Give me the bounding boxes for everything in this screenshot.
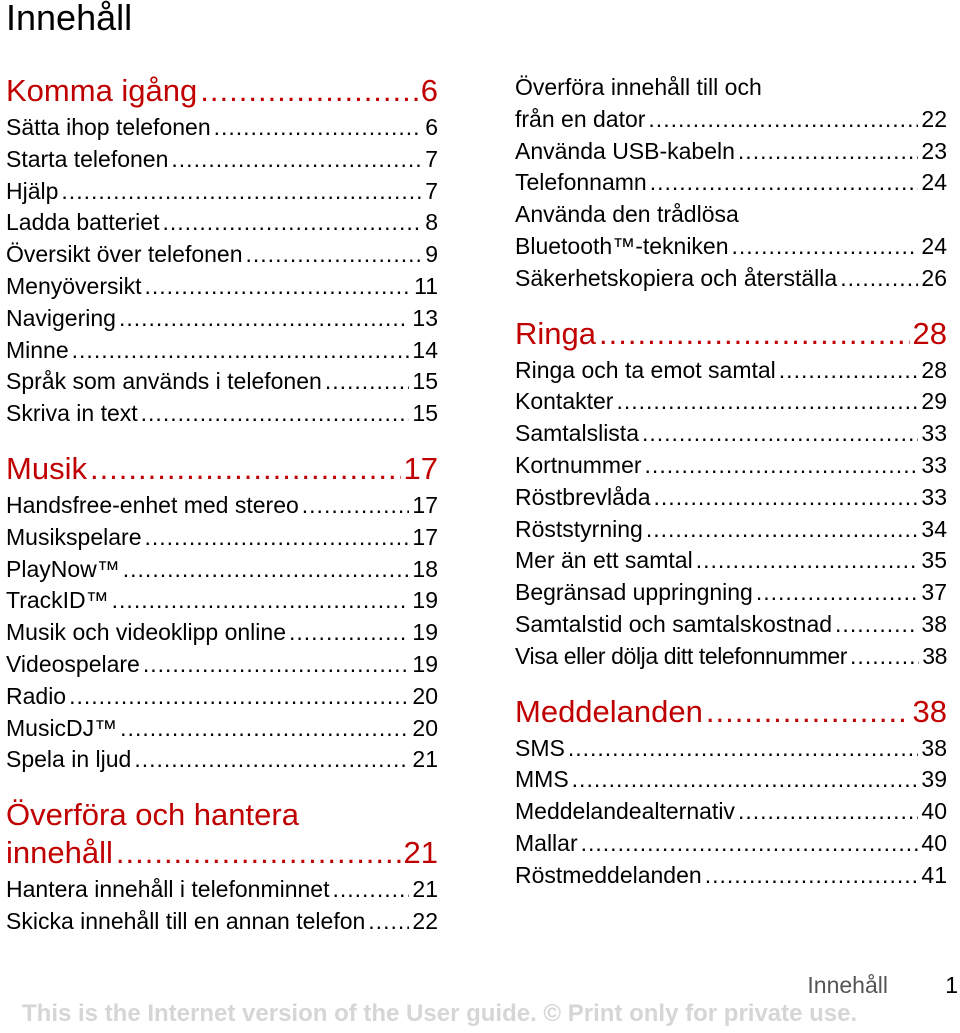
toc-entry-label: Samtalslista bbox=[515, 420, 639, 447]
toc-entry[interactable] bbox=[6, 239, 438, 271]
toc-entry[interactable] bbox=[6, 713, 438, 745]
toc-entry-line2 bbox=[515, 104, 947, 136]
toc-entry-page: 22 bbox=[412, 907, 438, 934]
toc-entry-page: 15 bbox=[412, 400, 438, 427]
toc-entry[interactable] bbox=[515, 418, 947, 450]
toc-section-komma-igang bbox=[6, 72, 438, 430]
leader-dots bbox=[90, 450, 401, 488]
toc-entry-page: 22 bbox=[921, 105, 947, 132]
toc-entry-page: 19 bbox=[412, 619, 438, 646]
toc-heading-page: 21 bbox=[403, 835, 438, 871]
toc-entry[interactable] bbox=[6, 207, 438, 239]
toc-entry[interactable] bbox=[515, 136, 947, 168]
toc-entry-label: Skicka innehåll till en annan telefon bbox=[6, 907, 366, 934]
leader-dots bbox=[835, 609, 918, 641]
toc-entry-page: 17 bbox=[412, 491, 438, 518]
toc-section-meddelanden bbox=[515, 693, 947, 892]
toc-entry-label: Musik och videoklipp online bbox=[6, 619, 286, 646]
toc-entry[interactable] bbox=[515, 764, 947, 796]
section-gap bbox=[515, 673, 947, 693]
toc-entry-label-line1: Använda den trådlösa bbox=[515, 201, 739, 228]
toc-entry-label: PlayNow™ bbox=[6, 555, 120, 582]
toc-heading-page: 6 bbox=[420, 73, 438, 108]
toc-entry-page: 39 bbox=[921, 766, 947, 793]
section-gap bbox=[515, 295, 947, 315]
leader-dots bbox=[325, 366, 410, 398]
toc-entry-label-line2: Bluetooth™-tekniken bbox=[515, 232, 729, 259]
toc-entry-label: Navigering bbox=[6, 304, 116, 331]
toc-entry-label: Minne bbox=[6, 336, 69, 363]
toc-entry-page: 40 bbox=[921, 798, 947, 825]
toc-entry-label: Ringa och ta emot samtal bbox=[515, 356, 776, 383]
toc-entry[interactable] bbox=[515, 641, 947, 673]
toc-entry-label: Mer än ett samtal bbox=[515, 547, 693, 574]
toc-entry[interactable] bbox=[6, 585, 438, 617]
toc-entry[interactable] bbox=[515, 386, 947, 418]
toc-section-overfora-continued bbox=[515, 72, 947, 295]
toc-entry[interactable] bbox=[515, 450, 947, 482]
toc-entry-label: Videospelare bbox=[6, 650, 140, 677]
leader-dots bbox=[738, 136, 918, 168]
toc-entry-page: 35 bbox=[921, 547, 947, 574]
toc-right-column bbox=[515, 72, 947, 892]
leader-dots bbox=[572, 764, 919, 796]
toc-entry-label: Musikspelare bbox=[6, 523, 142, 550]
toc-entry-page: 29 bbox=[921, 388, 947, 415]
toc-entry-page: 24 bbox=[921, 169, 947, 196]
leader-dots bbox=[289, 617, 409, 649]
toc-entry-page: 13 bbox=[412, 304, 438, 331]
toc-entry[interactable] bbox=[515, 828, 947, 860]
toc-entry-label: MMS bbox=[515, 766, 569, 793]
leader-dots bbox=[162, 207, 422, 239]
toc-heading[interactable] bbox=[6, 72, 438, 110]
leader-dots bbox=[732, 231, 919, 263]
toc-entry-label: Spela in ljud bbox=[6, 746, 132, 773]
toc-entry-page: 19 bbox=[412, 650, 438, 677]
toc-heading-line2 bbox=[6, 834, 438, 872]
toc-entry-line2 bbox=[515, 231, 947, 263]
toc-entry[interactable] bbox=[6, 490, 438, 522]
toc-entry-page: 33 bbox=[921, 483, 947, 510]
page-title: Innehåll bbox=[6, 0, 133, 38]
leader-dots bbox=[738, 796, 918, 828]
toc-entry-page: 26 bbox=[921, 264, 947, 291]
toc-entry-page: 33 bbox=[921, 451, 947, 478]
leader-dots bbox=[646, 514, 919, 546]
toc-heading-label: Meddelanden bbox=[515, 693, 703, 729]
toc-entry[interactable] bbox=[515, 860, 947, 892]
toc-entry[interactable] bbox=[6, 554, 438, 586]
leader-dots bbox=[332, 874, 409, 906]
toc-heading-page: 28 bbox=[912, 315, 947, 351]
toc-entry-label: Starta telefonen bbox=[6, 145, 169, 172]
toc-heading[interactable] bbox=[515, 693, 947, 731]
toc-section-musik bbox=[6, 450, 438, 776]
toc-section-overfora bbox=[6, 796, 438, 938]
leader-dots bbox=[705, 860, 919, 892]
toc-entry[interactable] bbox=[515, 733, 947, 765]
toc-entry[interactable] bbox=[6, 144, 438, 176]
leader-dots bbox=[246, 239, 423, 271]
toc-entry-page: 38 bbox=[922, 642, 947, 669]
leader-dots bbox=[756, 577, 919, 609]
leader-dots bbox=[599, 315, 910, 353]
toc-entry-label: Hjälp bbox=[6, 177, 59, 204]
leader-dots bbox=[61, 176, 422, 208]
toc-entry-label: Begränsad uppringning bbox=[515, 579, 753, 606]
leader-dots bbox=[69, 681, 409, 713]
toc-entry-page: 7 bbox=[425, 145, 438, 172]
leader-dots bbox=[648, 104, 918, 136]
toc-entry-page: 41 bbox=[921, 861, 947, 888]
toc-entry-page: 28 bbox=[921, 356, 947, 383]
toc-entry[interactable] bbox=[515, 355, 947, 387]
leader-dots bbox=[123, 554, 410, 586]
toc-entry[interactable] bbox=[6, 617, 438, 649]
leader-dots bbox=[616, 386, 918, 418]
toc-entry-label: Skriva in text bbox=[6, 400, 138, 427]
leader-dots bbox=[706, 693, 910, 731]
toc-entry[interactable] bbox=[515, 263, 947, 295]
toc-entry-label: Sätta ihop telefonen bbox=[6, 114, 211, 140]
toc-entry[interactable] bbox=[515, 577, 947, 609]
leader-dots bbox=[654, 482, 919, 514]
leader-dots bbox=[368, 906, 409, 938]
leader-dots bbox=[171, 144, 422, 176]
toc-heading-label-line2: innehåll bbox=[6, 835, 113, 871]
toc-entry-page: 15 bbox=[412, 368, 438, 395]
leader-dots bbox=[214, 112, 423, 144]
toc-entry-page: 38 bbox=[921, 734, 947, 761]
section-gap bbox=[6, 776, 438, 796]
leader-dots bbox=[143, 649, 410, 681]
toc-entry-page: 14 bbox=[412, 336, 438, 363]
leader-dots bbox=[141, 398, 410, 430]
toc-entry[interactable] bbox=[6, 744, 438, 776]
leader-dots bbox=[645, 450, 919, 482]
toc-heading[interactable] bbox=[6, 450, 438, 488]
toc-entry-page: 37 bbox=[921, 579, 947, 606]
toc-entry-label: Kortnummer bbox=[515, 451, 642, 478]
leader-dots bbox=[72, 335, 410, 367]
toc-entry[interactable] bbox=[515, 796, 947, 828]
toc-entry-label: Språk som används i telefonen bbox=[6, 368, 322, 395]
toc-entry[interactable] bbox=[6, 112, 438, 144]
toc-heading-page: 17 bbox=[403, 450, 438, 486]
toc-entry-page: 19 bbox=[412, 587, 438, 614]
toc-entry[interactable] bbox=[6, 874, 438, 906]
leader-dots bbox=[134, 744, 409, 776]
leader-dots bbox=[650, 167, 919, 199]
footer-watermark-note: This is the Internet version of the User guide. © Print only for private use. bbox=[22, 1000, 858, 1027]
leader-dots bbox=[779, 355, 919, 387]
toc-heading[interactable] bbox=[515, 315, 947, 353]
toc-entry-page: 7 bbox=[425, 177, 438, 204]
toc-entry[interactable] bbox=[515, 482, 947, 514]
leader-dots bbox=[144, 271, 411, 303]
toc-left-column bbox=[6, 72, 438, 938]
leader-dots bbox=[119, 303, 409, 335]
leader-dots bbox=[850, 641, 919, 673]
leader-dots bbox=[696, 545, 919, 577]
toc-entry-page: 24 bbox=[921, 232, 947, 259]
toc-entry-page: 18 bbox=[412, 555, 438, 582]
toc-entry-label: Översikt över telefonen bbox=[6, 241, 243, 268]
toc-entry-label: Meddelandealternativ bbox=[515, 798, 735, 825]
footer-section-name: Innehåll bbox=[807, 972, 888, 998]
toc-entry-label: MusicDJ™ bbox=[6, 714, 118, 741]
toc-entry-label: Röststyrning bbox=[515, 515, 643, 542]
toc-entry-page: 17 bbox=[412, 523, 438, 550]
leader-dots bbox=[200, 72, 417, 110]
toc-entry[interactable] bbox=[6, 303, 438, 335]
leader-dots bbox=[120, 713, 409, 745]
toc-entry-page: 33 bbox=[921, 420, 947, 447]
toc-heading-label: Ringa bbox=[515, 315, 596, 351]
toc-entry-label: Röstbrevlåda bbox=[515, 483, 651, 510]
toc-entry-label: Handsfree-enhet med stereo bbox=[6, 491, 299, 518]
toc-section-ringa bbox=[515, 315, 947, 673]
toc-entry[interactable] bbox=[515, 72, 947, 136]
toc-entry-label: Kontakter bbox=[515, 388, 614, 415]
toc-entry-label: Mallar bbox=[515, 829, 578, 856]
toc-entry-label: Hantera innehåll i telefonminnet bbox=[6, 876, 330, 903]
toc-entry[interactable] bbox=[6, 681, 438, 713]
toc-entry-label: Samtalstid och samtalskostnad bbox=[515, 610, 833, 637]
toc-heading-label-line1: Överföra och hantera bbox=[6, 797, 299, 833]
toc-heading-page: 38 bbox=[912, 693, 947, 729]
toc-entry-page: 38 bbox=[921, 610, 947, 637]
toc-entry[interactable] bbox=[515, 167, 947, 199]
toc-entry-page: 20 bbox=[412, 714, 438, 741]
leader-dots bbox=[116, 834, 401, 872]
footer-page-number: 1 bbox=[945, 972, 958, 998]
toc-entry-label: SMS bbox=[515, 734, 565, 761]
toc-entry[interactable] bbox=[6, 176, 438, 208]
toc-entry-label-line2: från en dator bbox=[515, 105, 646, 132]
leader-dots bbox=[112, 585, 410, 617]
toc-entry-label: TrackID™ bbox=[6, 587, 109, 614]
toc-entry[interactable] bbox=[515, 514, 947, 546]
toc-entry-label: Röstmeddelanden bbox=[515, 861, 702, 888]
toc-entry-label: Använda USB-kabeln bbox=[515, 137, 735, 164]
toc-entry-label: Säkerhetskopiera och återställa bbox=[515, 264, 838, 291]
toc-entry-page: 11 bbox=[414, 272, 438, 299]
leader-dots bbox=[568, 733, 919, 765]
toc-entry-label: Telefonnamn bbox=[515, 169, 647, 196]
toc-entry[interactable] bbox=[515, 545, 947, 577]
toc-entry-page: 20 bbox=[412, 682, 438, 709]
toc-entry[interactable] bbox=[6, 271, 438, 303]
toc-heading-label: Musik bbox=[6, 450, 87, 486]
toc-entry-page: 23 bbox=[921, 137, 947, 164]
toc-entry-page: 21 bbox=[412, 876, 438, 903]
toc-entry[interactable] bbox=[6, 522, 438, 554]
leader-dots bbox=[145, 522, 410, 554]
toc-entry[interactable] bbox=[6, 398, 438, 430]
toc-entry-page: 21 bbox=[412, 746, 438, 773]
toc-entry-label: Ladda batteriet bbox=[6, 209, 160, 236]
toc-entry[interactable] bbox=[6, 906, 438, 938]
section-gap bbox=[6, 430, 438, 450]
toc-entry-label: Menyöversikt bbox=[6, 272, 142, 299]
toc-heading[interactable] bbox=[6, 796, 438, 872]
toc-entry-page: 9 bbox=[425, 241, 438, 268]
leader-dots bbox=[642, 418, 918, 450]
toc-entry-label: Radio bbox=[6, 682, 67, 709]
toc-entry[interactable] bbox=[515, 609, 947, 641]
toc-entry-page: 6 bbox=[425, 114, 438, 140]
leader-dots bbox=[840, 263, 918, 295]
toc-entry[interactable] bbox=[6, 335, 438, 367]
toc-entry[interactable] bbox=[515, 199, 947, 263]
toc-entry-page: 40 bbox=[921, 829, 947, 856]
leader-dots bbox=[581, 828, 919, 860]
toc-entry[interactable] bbox=[6, 366, 438, 398]
toc-entry-page: 34 bbox=[921, 515, 947, 542]
toc-entry-label: Visa eller dölja ditt telefonnummer bbox=[515, 642, 848, 669]
toc-entry-label-line1: Överföra innehåll till och bbox=[515, 74, 762, 100]
toc-heading-label: Komma igång bbox=[6, 73, 198, 108]
toc-entry-page: 8 bbox=[425, 209, 438, 236]
leader-dots bbox=[302, 490, 410, 522]
toc-entry[interactable] bbox=[6, 649, 438, 681]
